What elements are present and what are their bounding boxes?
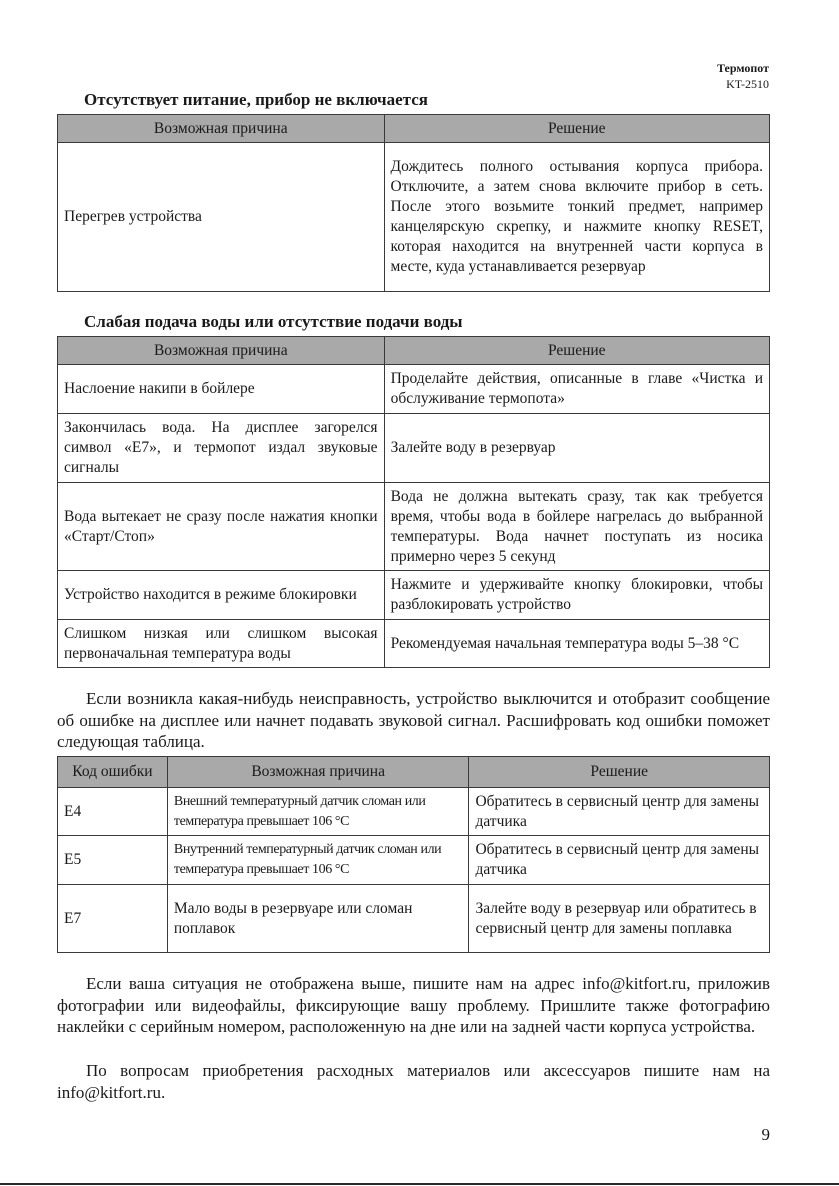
- header-brand: Термопот: [716, 61, 769, 75]
- solution-cell: Залейте воду в резервуар или обратитесь в сервисный центр для замены поплавка: [469, 885, 770, 953]
- header-model: KT-2510: [726, 77, 769, 91]
- error-code-cell: Е4: [58, 788, 168, 836]
- accessories-paragraph: По вопросам приобретения расходных материалов или аксессуаров пишите нам на info@kitfort.ru.: [57, 1061, 770, 1102]
- solution-cell: Дождитесь полного остывания корпуса прибора. Отключите, а затем снова включите прибор в сеть. После этого возьмите тонкий предмет, например канцелярскую скрепку, и нажмите кнопку RESET, которая находится на внутренней части корпуса в месте, куда устанавливается резервуар: [384, 143, 769, 292]
- section-title-weak-water: Слабая подача воды или отсутствие подачи воды: [84, 312, 463, 331]
- cause-cell: Закончилась вода. На дисплее загорелся символ «Е7», и термопот издал звуковые сигналы: [58, 414, 385, 483]
- weak-water-table: [57, 336, 770, 668]
- table-row: [58, 885, 770, 953]
- section-title-no-power: Отсутствует питание, прибор не включается: [84, 90, 428, 109]
- cause-cell: Устройство находится в режиме блокировки: [58, 571, 385, 620]
- table-row: [58, 788, 770, 836]
- column-header-solution: Решение: [384, 337, 769, 365]
- cause-cell: Вода вытекает не сразу после нажатия кнопки «Старт/Стоп»: [58, 483, 385, 571]
- table-row: [58, 365, 770, 414]
- error-code-cell: Е5: [58, 836, 168, 885]
- solution-cell: Залейте воду в резервуар: [384, 414, 769, 483]
- cause-cell: Внутренний температурный датчик сломан или температура превышает 106 °C: [167, 836, 469, 885]
- table-row: [58, 483, 770, 571]
- table-row: [58, 620, 770, 668]
- solution-cell: Проделайте действия, описанные в главе «Чистка и обслуживание термопота»: [384, 365, 769, 414]
- table-row: [58, 414, 770, 483]
- cause-cell: Наслоение накипи в бойлере: [58, 365, 385, 414]
- bottom-divider: [0, 1183, 839, 1185]
- table-row: [58, 571, 770, 620]
- column-header-code: Код ошибки: [58, 757, 168, 788]
- cause-cell: Внешний температурный датчик сломан или температура превышает 106 °C: [167, 788, 469, 836]
- solution-cell: Вода не должна вытекать сразу, так как требуется время, чтобы вода в бойлере нагрелась до выбранной температуры. Вода начнет поступать из носика примерно через 5 секунд: [384, 483, 769, 571]
- column-header-cause: Возможная причина: [58, 337, 385, 365]
- page-number: 9: [761, 1125, 770, 1144]
- solution-cell: Обратитесь в сервисный центр для замены датчика: [469, 788, 770, 836]
- error-intro-paragraph: Если возникла какая-нибудь неисправность, устройство выключится и отобразит сообщение об ошибке на дисплее или начнет подавать звуковой сигнал. Расшифровать код ошибки поможет следующая таблица.: [57, 689, 770, 751]
- column-header-solution: Решение: [384, 115, 769, 143]
- column-header-cause: Возможная причина: [58, 115, 385, 143]
- error-code-cell: Е7: [58, 885, 168, 953]
- cause-cell: Перегрев устройства: [58, 143, 385, 292]
- column-header-cause: Возможная причина: [167, 757, 469, 788]
- error-code-table: [57, 756, 770, 953]
- cause-cell: Мало воды в резервуаре или сломан поплавок: [167, 885, 469, 953]
- column-header-solution: Решение: [469, 757, 770, 788]
- cause-cell: Слишком низкая или слишком высокая первоначальная температура воды: [58, 620, 385, 668]
- table-row: [58, 143, 770, 292]
- table-row: [58, 836, 770, 885]
- solution-cell: Нажмите и удерживайте кнопку блокировки, чтобы разблокировать устройство: [384, 571, 769, 620]
- solution-cell: Рекомендуемая начальная температура воды 5–38 °C: [384, 620, 769, 668]
- solution-cell: Обратитесь в сервисный центр для замены датчика: [469, 836, 770, 885]
- page-header: [717, 60, 769, 92]
- contact-paragraph: Если ваша ситуация не отображена выше, пишите нам на адрес info@kitfort.ru, приложив фотографии или видеофайлы, фиксирующие вашу проблему. Пришлите также фотографию наклейки с серийным номером, расположенную на дне или на задней части корпуса устройства.: [57, 974, 770, 1036]
- no-power-table: [57, 114, 770, 292]
